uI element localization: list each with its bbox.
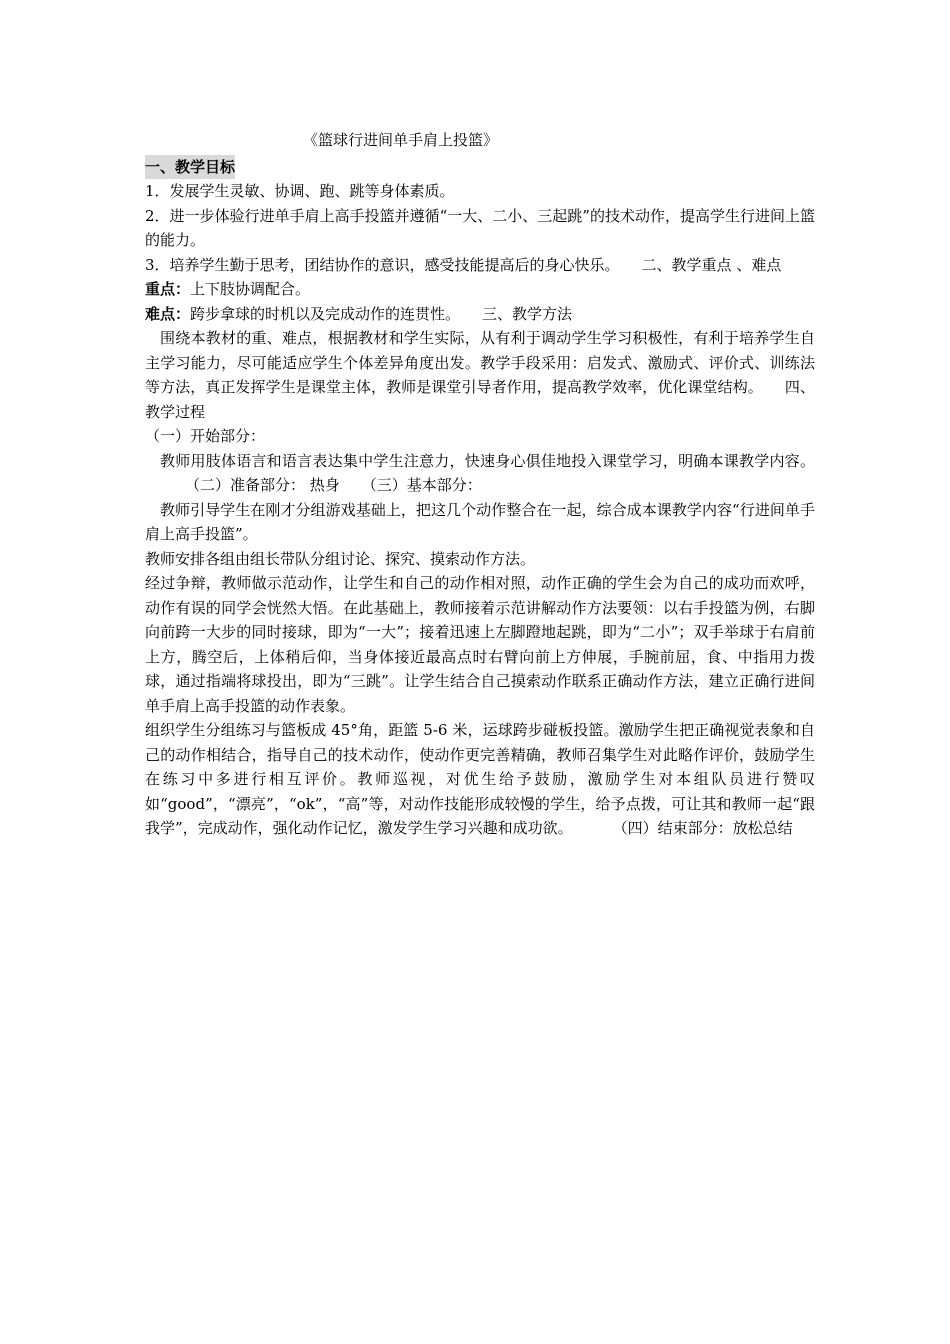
difficulty-text: 跨步拿球的时机以及完成动作的连贯性。 bbox=[190, 304, 461, 323]
heading-key-points: 二、教学重点 、难点 bbox=[641, 255, 782, 274]
basic-paragraph-4 bbox=[145, 718, 815, 841]
basic-paragraph-2: 教师安排各组由组长带队分组讨论、探究、摸索动作方法。 bbox=[145, 549, 536, 568]
part-2-heading: （二）准备部分： 热身 bbox=[185, 476, 340, 494]
basic-paragraph-4-text: 组织学生分组练习与篮板成 45°角，距篮 5-6 米，运球跨步碰板投篮。激励学生把正确视觉表象和自己的动作相结合，指导自己的技术动作，使动作更完善精确，教师召集学生对此略作评价，鼓励学生在练习中多进行相互评价。教师巡视，对优生给予鼓励，激励学生对本组队员进行赞叹如“good”，“漂亮”，“ok”，“高”等，对动作技能形成较慢的学生，给予点拨，可让其和教师一起“跟我学”，完成动作，强化动作记忆，激发学生学习兴趣和成功欲。 bbox=[145, 721, 815, 837]
basic-paragraph-1: 教师引导学生在刚才分组游戏基础上，把这几个动作整合在一起，综合成本课教学内容“行进间单手肩上高手投篮”。 bbox=[145, 500, 815, 543]
goal-3-line bbox=[145, 253, 815, 278]
section-heading-goals bbox=[145, 155, 815, 180]
goal-2: 2．进一步体验行进单手肩上高手投篮并遵循“一大、二小、三起跳”的技术动作，提高学生行进间上篮的能力。 bbox=[145, 206, 815, 249]
methods-text: 围绕本教材的重、难点，根据教材和学生实际，从有利于调动学生学习积极性，有利于培养学生自主学习能力，尽可能适应学生个体差异角度出发。教学手段采用：启发式、激励式、评价式、训练法等方法，真正发挥学生是课堂主体，教师是课堂引导者作用，提高教学效率，优化课堂结构。 bbox=[145, 329, 815, 396]
basic-paragraph-3: 经过争辩，教师做示范动作，让学生和自己的动作相对照，动作正确的学生会为自己的成功而欢呼，动作有误的同学会恍然大悟。在此基础上，教师接着示范讲解动作方法要领：以右手投篮为例，右脚向前跨一大步的同时接球，即为“一大”；接着迅速上左脚蹬地起跳，即为“二小”；双手举球于右肩前上方，腾空后，上体稍后仰，当身体接近最高点时右臂向前上方伸展，手腕前屈，食、中指用力拨球，通过指端将球投出，即为“三跳”。让学生结合自己摸索动作联系正确动作方法，建立正确行进间单手肩上高手投篮的动作表象。 bbox=[145, 574, 815, 715]
difficulty-line bbox=[145, 302, 815, 327]
key-point-text: 上下肢协调配合。 bbox=[190, 280, 311, 298]
part-1-heading: （一）开始部分： bbox=[145, 427, 266, 445]
goal-1: 1．发展学生灵敏、协调、跑、跳等身体素质。 bbox=[145, 182, 455, 200]
part-4-heading: （四）结束部分：放松总结 bbox=[612, 819, 793, 837]
heading-goals: 一、教学目标 bbox=[145, 155, 235, 180]
part-1-paragraph bbox=[145, 449, 815, 498]
methods-paragraph bbox=[145, 326, 815, 424]
part-1-text: 教师用肢体语言和语言表达集中学生注意力，快速身心俱佳地投入课堂学习，明确本课教学内容。 bbox=[160, 451, 815, 470]
key-point-line bbox=[145, 277, 815, 302]
goal-3: 3．培养学生勤于思考，团结协作的意识，感受技能提高后的身心快乐。 bbox=[145, 255, 620, 274]
document-title: 《篮球行进间单手肩上投篮》 bbox=[303, 131, 499, 149]
heading-process: 四、教学过程 bbox=[145, 378, 815, 421]
part-3-heading: （三）基本部分： bbox=[361, 476, 482, 494]
heading-methods: 三、教学方法 bbox=[482, 304, 573, 323]
difficulty-label: 难点： bbox=[145, 304, 191, 323]
key-point-label: 重点： bbox=[145, 280, 191, 298]
document-body bbox=[145, 128, 815, 841]
